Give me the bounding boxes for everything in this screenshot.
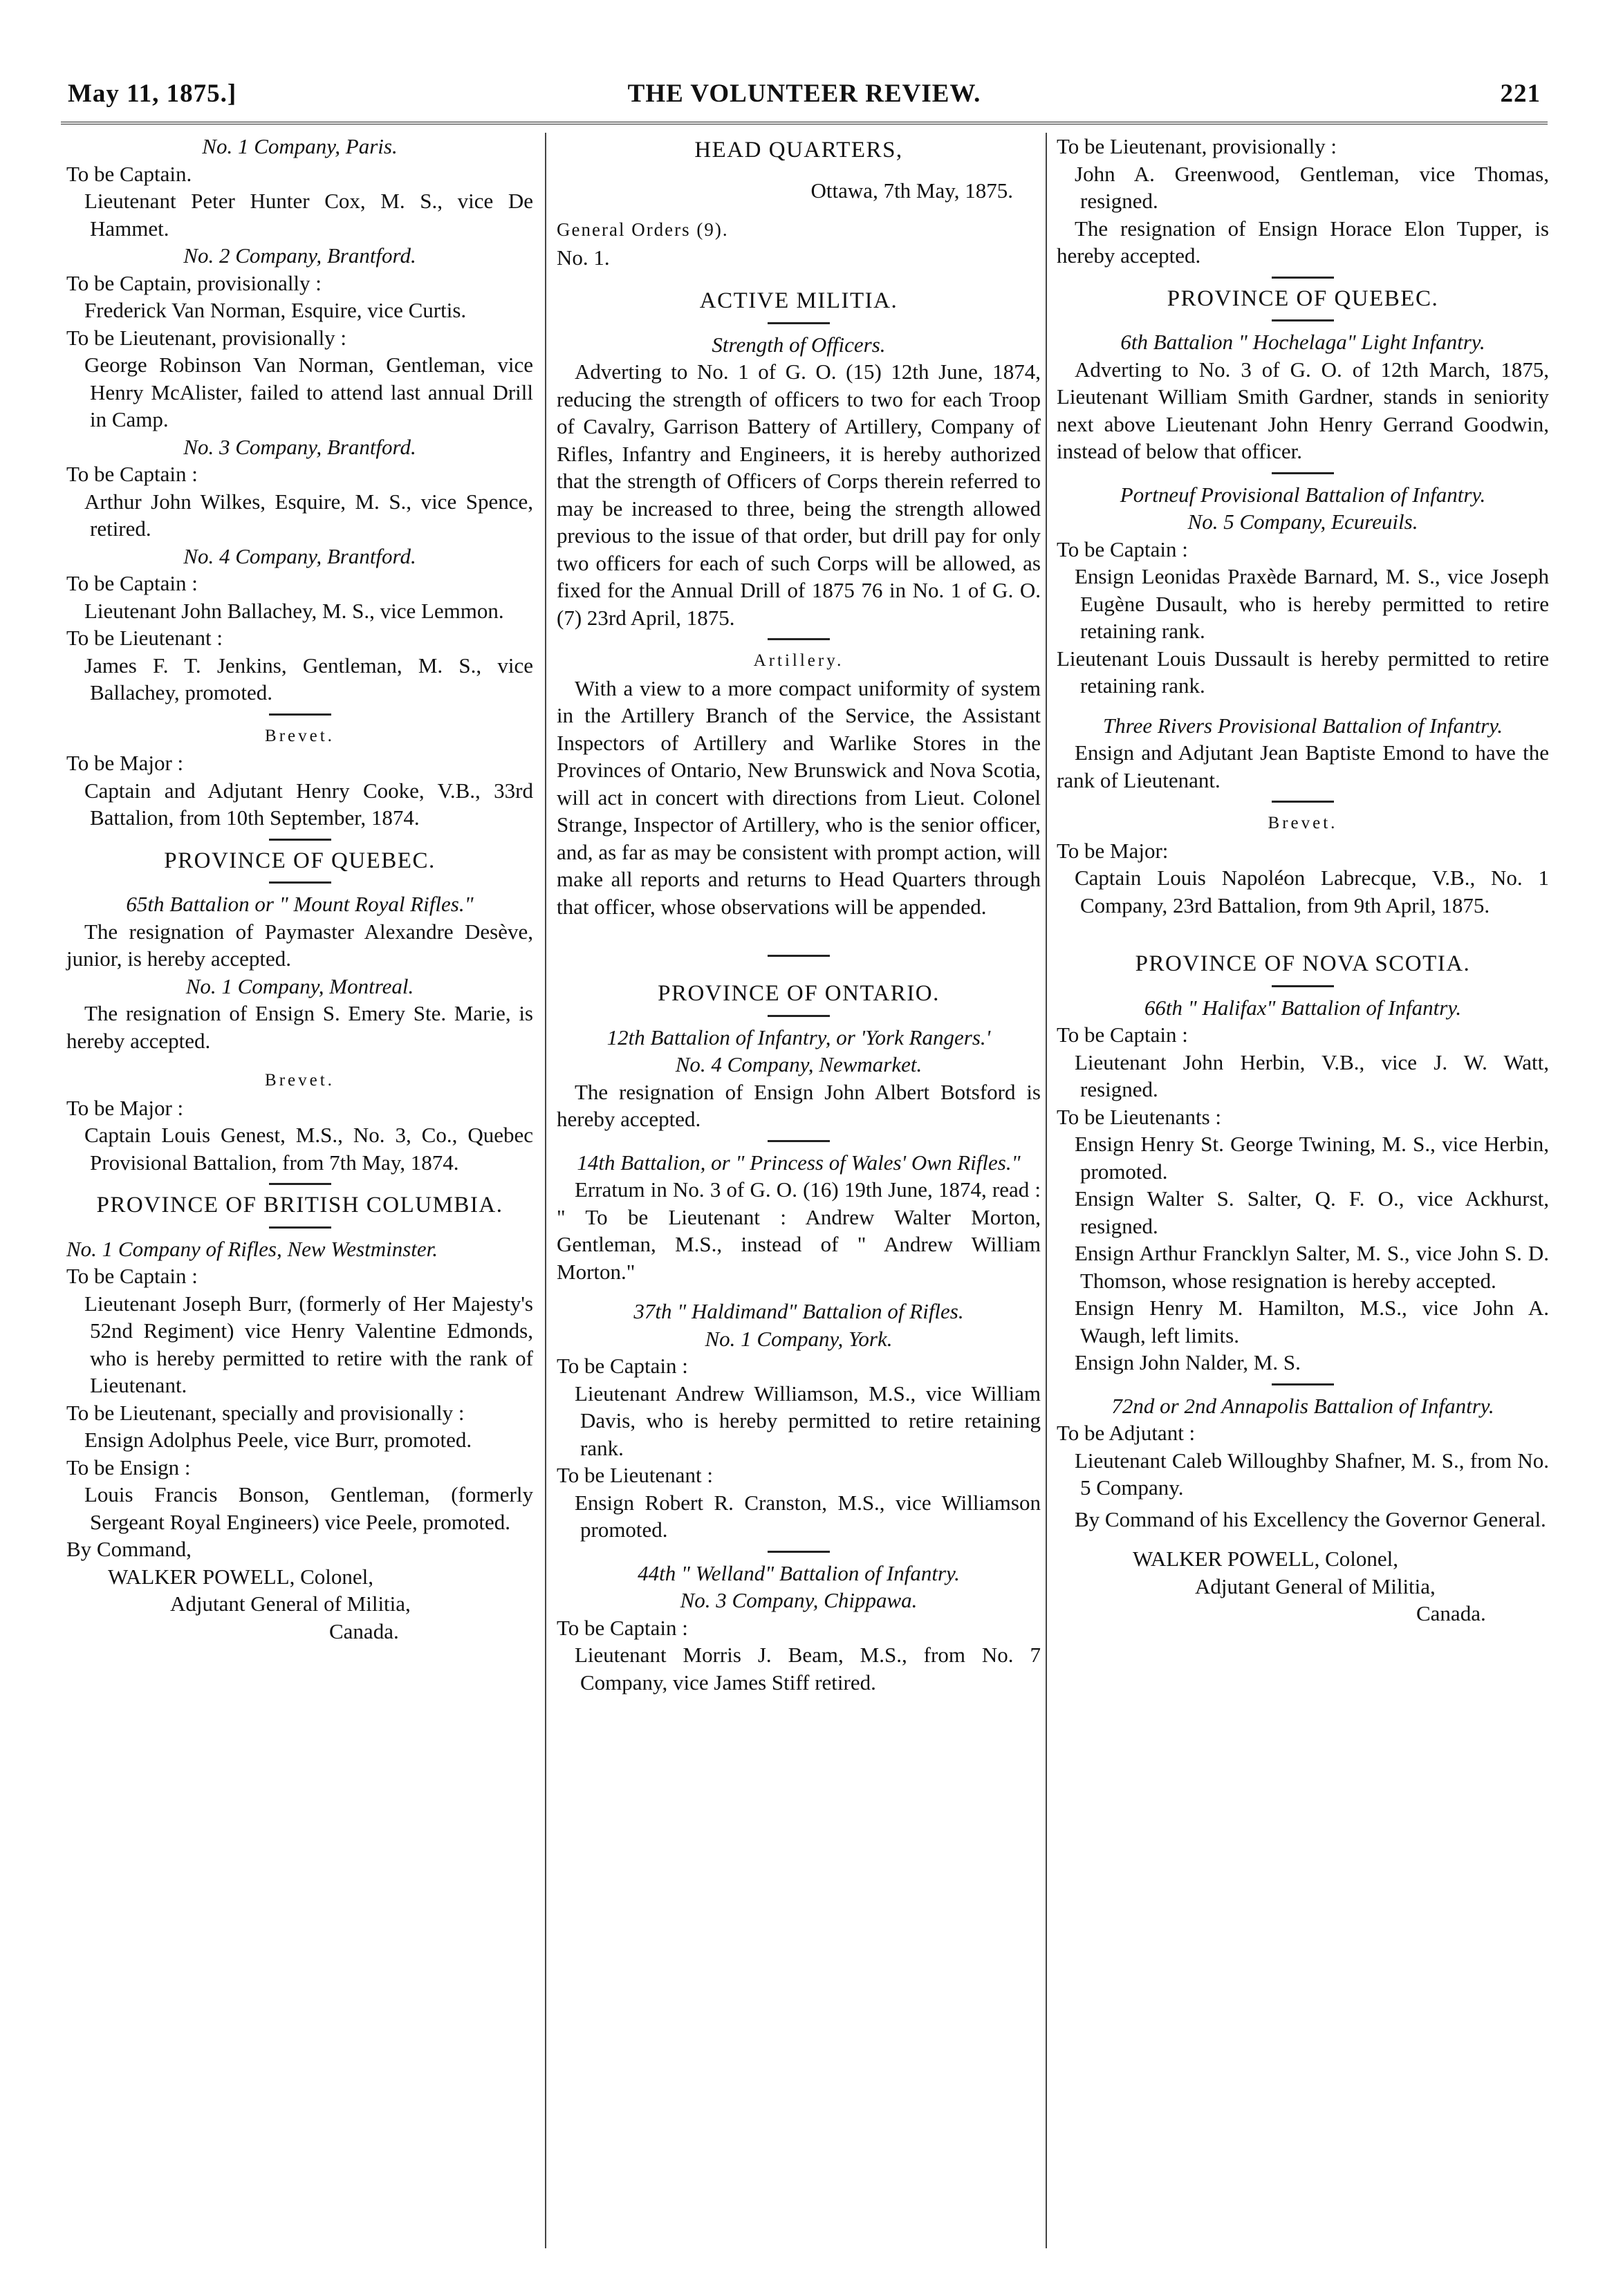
notice-paragraph: Ensign and Adjutant Jean Baptiste Emond to have the rank of Lieutenant. (1057, 740, 1549, 792)
section-heading: ACTIVE MILITIA. (699, 288, 898, 313)
section-rule (269, 713, 331, 716)
company-heading: No. 1 Company, Montreal. (185, 973, 414, 998)
appointment-label: To be Lieutenant : (557, 1463, 713, 1487)
signature-place: Canada. (1416, 1601, 1486, 1625)
appointment-label: To be Captain : (557, 1354, 688, 1378)
signature-line: By Command, (66, 1537, 192, 1561)
appointment-label: To be Captain. (66, 161, 192, 186)
appointment-entry: Ensign Robert R. Cranston, M.S., vice Williamson promoted. (575, 1490, 1041, 1542)
battalion-heading: Three Rivers Provisional Battalion of Infantry. (1102, 713, 1503, 738)
section-rule (768, 322, 830, 324)
signature-name: WALKER POWELL, Colonel, (108, 1564, 374, 1589)
company-heading: No. 3 Company, Chippawa. (680, 1588, 918, 1612)
appointment-label: To be Ensign : (66, 1455, 191, 1480)
appointment-label: To be Lieutenant : (66, 626, 223, 650)
company-heading: No. 1 Company, Paris. (202, 134, 398, 158)
battalion-heading: 66th " Halifax" Battalion of Infantry. (1144, 995, 1462, 1020)
appointment-label: To be Captain : (557, 1615, 688, 1640)
section-rule (768, 638, 830, 640)
appointment-entry: Ensign Arthur Francklyn Salter, M. S., vice John S. D. Thomson, whose resignation is hereby accepted. (1075, 1241, 1549, 1293)
appointment-label: To be Lieutenant, provisionally : (1057, 134, 1337, 158)
appointment-entry: John A. Greenwood, Gentleman, vice Thomas, resigned. (1075, 161, 1549, 213)
section-rule (768, 1015, 830, 1017)
company-heading: No. 5 Company, Ecureuils. (1187, 510, 1418, 534)
appointment-label: To be Captain : (66, 571, 198, 595)
appointment-label: To be Captain : (1057, 1023, 1188, 1047)
notice-paragraph: The resignation of Ensign S. Emery Ste. Marie, is hereby accepted. (66, 1001, 533, 1053)
appointment-entry: Ensign John Nalder, M. S. (1075, 1350, 1301, 1374)
appointment-entry: Captain and Adjutant Henry Cooke, V.B., 33rd Battalion, from 10th September, 1874. (84, 778, 533, 830)
appointment-label: To be Major : (66, 751, 184, 775)
notice-paragraph: The resignation of Ensign John Albert Botsford is hereby accepted. (557, 1079, 1041, 1131)
battalion-heading: 72nd or 2nd Annapolis Battalion of Infantry. (1111, 1393, 1494, 1418)
section-rule (768, 1140, 830, 1142)
appointment-entry: Lieutenant Caleb Willoughby Shafner, M. S., from No. 5 Company. (1075, 1448, 1549, 1500)
company-heading: No. 3 Company, Brantford. (183, 434, 416, 459)
section-rule (1272, 319, 1334, 321)
company-heading: No. 4 Company, Brantford. (183, 543, 416, 568)
appointment-entry: Ensign Leonidas Praxède Barnard, M. S., vice Joseph Eugène Dusault, who is hereby permitted to retire retaining rank. (1075, 564, 1549, 643)
section-rule (1272, 1383, 1334, 1385)
battalion-heading: 44th " Welland" Battalion of Infantry. (638, 1560, 960, 1585)
signature-name: WALKER POWELL, Colonel, (1133, 1547, 1399, 1571)
battalion-heading: Portneuf Provisional Battalion of Infantry. (1120, 482, 1486, 507)
company-heading: No. 2 Company, Brantford. (183, 243, 416, 268)
subject-heading: Strength of Officers. (712, 332, 886, 357)
appointment-label: To be Lieutenants : (1057, 1104, 1222, 1129)
appointment-label: To be Major: (1057, 838, 1169, 863)
page-number: 221 (1500, 80, 1541, 108)
company-heading: No. 1 Company of Rifles, New Westminster. (66, 1236, 438, 1261)
appointment-entry: James F. T. Jenkins, Gentleman, M. S., vice Ballachey, promoted. (84, 653, 533, 704)
appointment-label: To be Major : (66, 1095, 184, 1120)
dateline: Ottawa, 7th May, 1875. (810, 178, 1013, 203)
section-rule (768, 955, 830, 957)
appointment-label: To be Lieutenant, specially and provisionally : (66, 1400, 465, 1425)
appointment-entry: Captain Louis Napoléon Labrecque, V.B., No. 1 Company, 23rd Battalion, from 9th April, 1875. (1075, 866, 1549, 917)
appointment-entry: Louis Francis Bonson, Gentleman, (formerly Sergeant Royal Engineers) vice Peele, promoted. (84, 1482, 533, 1534)
province-heading: PROVINCE OF ONTARIO. (658, 981, 940, 1006)
signature-title: Adjutant General of Militia, (170, 1592, 411, 1616)
appointment-entry: Ensign Walter S. Salter, Q. F. O., vice Ackhurst, resigned. (1075, 1186, 1549, 1238)
appointment-entry: Lieutenant Peter Hunter Cox, M. S., vice De Hammet. (84, 189, 533, 241)
appointment-label: To be Captain : (66, 462, 198, 486)
appointment-label: To be Captain, provisionally : (66, 270, 322, 295)
order-paragraph: With a view to a more compact uniformity of system in the Artillery Branch of the Service, the Assistant Inspectors of Artillery and Warlike Stores in the Provinces of Ontario, New Brunswick and Nova Scotia, will act in concert with directions from Lieut. Colonel Strange, Inspector of Artillery, who is the senior officer, and, as far as may be consistent with prompt action, will make all reports and returns to Head Quarters through that officer, whose observations will be appended. (557, 675, 1041, 919)
appointment-entry: Arthur John Wilkes, Esquire, M. S., vice Spence, retired. (84, 489, 533, 541)
section-rule (768, 1551, 830, 1553)
province-heading: PROVINCE OF QUEBEC. (164, 848, 436, 873)
column-middle (557, 133, 1041, 2248)
orders-heading: General Orders (9). (557, 219, 729, 240)
order-paragraph: Adverting to No. 1 of G. O. (15) 12th June, 1874, reducing the strength of officers to two for each Troop of Cavalry, Garrison Battery of Artillery, Company of Rifles, Infantry and Engineers, it is hereby authorized that the strength of Officers of Corps therein referred to may be increased to three, being the strength allowed previous to the issue of that order, but drill pay for only two officers for each of such Corps will be allowed, as fixed for the Annual Drill of 1875 76 in No. 1 of G. O. (7) 23rd April, 1875. (557, 360, 1041, 630)
order-paragraph: Adverting to No. 3 of G. O. of 12th March, 1875, Lieutenant William Smith Gardner, stands in seniority next above Lieutenant John Henry Gerrand Goodwin, instead of below that officer. (1057, 357, 1549, 463)
section-rule (269, 1226, 331, 1229)
appointment-label: To be Captain : (1057, 536, 1188, 561)
appointment-entry: George Robinson Van Norman, Gentleman, vice Henry McAlister, failed to attend last annual Drill in Camp. (84, 353, 533, 431)
signature-title: Adjutant General of Militia, (1195, 1574, 1436, 1598)
section-rule (269, 839, 331, 841)
signature-line: By Command of his Excellency the Governor General. (1075, 1506, 1546, 1531)
header-title: THE VOLUNTEER REVIEW. (627, 80, 981, 108)
appointment-label: To be Lieutenant, provisionally : (66, 325, 347, 350)
section-rule (269, 1183, 331, 1185)
column-divider (545, 133, 546, 2248)
signature-place: Canada. (329, 1618, 399, 1643)
appointment-entry: Lieutenant Morris J. Beam, M.S., from No. 7 Company, vice James Stiff retired. (575, 1643, 1041, 1695)
company-heading: No. 1 Company, York. (705, 1326, 893, 1351)
battalion-heading: 14th Battalion, or " Princess of Wales' Own Rifles." (577, 1150, 1021, 1175)
appointment-entry: Lieutenant Joseph Burr, (formerly of Her Majesty's 52nd Regiment) vice Henry Valentine Edmonds, who is hereby permitted to retire with the rank of Lieutenant. (84, 1291, 533, 1397)
appointment-entry: Lieutenant John Ballachey, M. S., vice Lemmon. (84, 598, 504, 623)
appointment-entry: Lieutenant Louis Dussault is hereby permitted to retire retaining rank. (1057, 646, 1549, 698)
header-date: May 11, 1875.] (68, 80, 237, 108)
erratum-paragraph: Erratum in No. 3 of G. O. (16) 19th June, 1874, read : " To be Lieutenant : Andrew Walter Morton, Gentleman, M.S., instead of " Andrew William Morton." (557, 1177, 1041, 1284)
battalion-heading: 12th Battalion of Infantry, or 'York Rangers.' (606, 1025, 991, 1049)
province-heading: PROVINCE OF QUEBEC. (1167, 286, 1439, 311)
order-number: No. 1. (557, 245, 610, 270)
appointment-entry: Frederick Van Norman, Esquire, vice Curtis. (84, 298, 467, 322)
appointment-entry: Ensign Henry M. Hamilton, M.S., vice John A. Waugh, left limits. (1075, 1296, 1549, 1347)
province-heading: PROVINCE OF BRITISH COLUMBIA. (96, 1193, 503, 1217)
appointment-label: To be Captain : (66, 1264, 198, 1288)
company-heading: No. 4 Company, Newmarket. (675, 1052, 922, 1076)
battalion-heading: 65th Battalion or " Mount Royal Rifles." (126, 892, 474, 916)
section-rule (1272, 277, 1334, 279)
appointment-entry: Lieutenant Andrew Williamson, M.S., vice William Davis, who is hereby permitted to retire retaining rank. (575, 1381, 1041, 1460)
notice-paragraph: The resignation of Ensign Horace Elon Tupper, is hereby accepted. (1057, 216, 1549, 268)
appointment-entry: Ensign Henry St. George Twining, M. S., vice Herbin, promoted. (1075, 1132, 1549, 1184)
appointment-entry: Ensign Adolphus Peele, vice Burr, promoted. (84, 1428, 472, 1452)
province-heading: PROVINCE OF NOVA SCOTIA. (1135, 951, 1471, 976)
subsection-heading: Brevet. (265, 726, 335, 745)
page-header (61, 66, 1548, 124)
section-rule (1272, 801, 1334, 803)
battalion-heading: 37th " Haldimand" Battalion of Rifles. (633, 1299, 964, 1323)
appointment-entry: Captain Louis Genest, M.S., No. 3, Co., Quebec Provisional Battalion, from 7th May, 1874. (84, 1123, 533, 1175)
subsection-heading: Brevet. (265, 1071, 335, 1090)
office-heading: HEAD QUARTERS, (694, 138, 903, 162)
battalion-heading: 6th Battalion " Hochelaga" Light Infantry. (1120, 330, 1485, 354)
column-left (66, 133, 533, 2248)
appointment-entry: Lieutenant John Herbin, V.B., vice J. W. Watt, resigned. (1075, 1049, 1549, 1101)
column-divider (1046, 133, 1047, 2248)
section-rule (269, 881, 331, 884)
subsection-heading: Artillery. (753, 651, 844, 670)
appointment-label: To be Adjutant : (1057, 1421, 1196, 1445)
subsection-heading: Brevet. (1268, 814, 1338, 832)
section-rule (1272, 985, 1334, 987)
section-rule (1272, 472, 1334, 474)
column-right (1057, 133, 1549, 2248)
notice-paragraph: The resignation of Paymaster Alexandre Desève, junior, is hereby accepted. (66, 919, 533, 971)
